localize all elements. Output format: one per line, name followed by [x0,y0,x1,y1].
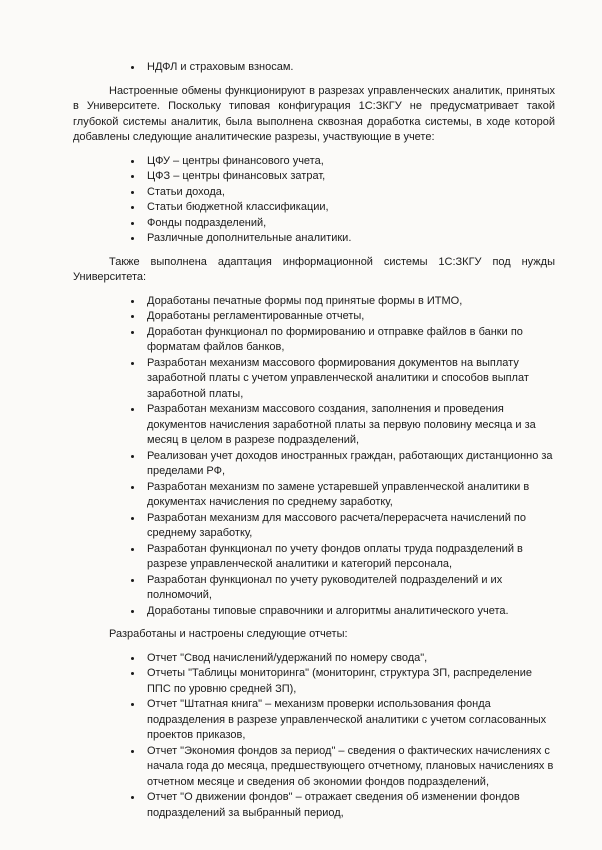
adaptation-list [73,294,555,620]
reports-list [73,651,555,822]
list-item: • Отчет "О движении фондов" – отражает сведения об изменении фондов подразделений за выбранный период, [143,790,555,821]
list-item: • Отчет "Свод начислений/удержаний по номеру свода", [143,651,555,667]
list-item: • Доработаны печатные формы под принятые формы в ИТМО, [143,294,555,310]
list-item: • Разработан функционал по учету фондов оплаты труда подразделений в разрезе управленческой аналитики и категорий персонала, [143,542,555,573]
list-item: • Доработан функционал по формированию и отправке файлов в банки по форматам файлов банков, [143,325,555,356]
list-item: • НДФЛ и страховым взносам. [143,60,555,76]
list-item: • Различные дополнительные аналитики. [143,231,555,247]
list-item: • Разработан функционал по учету руководителей подразделений и их полномочий, [143,573,555,604]
list-item: • Статьи дохода, [143,185,555,201]
list-item: • Разработан механизм для массового расчета/перерасчета начислений по среднему заработку, [143,511,555,542]
list-item: • Отчет "Штатная книга" – механизм проверки использования фонда подразделения в разрезе управленческой аналитики с учетом согласованных проектов приказов, [143,697,555,744]
list-item: • Разработан механизм по замене устаревшей управленческой аналитики в документах начисления по среднему заработку, [143,480,555,511]
list-item: • Отчет "Экономия фондов за период" – сведения о фактических начислениях с начала года до месяца, предшествующего отчетному, плановых начислениях в отчетном месяце и сведения об экономии фондов подразделений, [143,744,555,791]
list-item: • ЦФЗ – центры финансовых затрат, [143,169,555,185]
intro-list [73,60,555,76]
list-item: • Фонды подразделений, [143,216,555,232]
list-item: • ЦФУ – центры финансового учета, [143,154,555,170]
list-item: • Доработаны типовые справочники и алгоритмы аналитического учета. [143,604,555,620]
paragraph-adaptation: Также выполнена адаптация информационной системы 1С:ЗКГУ под нужды Университета: [73,255,555,283]
paragraph-exchanges: Настроенные обмены функционируют в разрезах управленческих аналитик, принятых в Университете. Поскольку типовая конфигурация 1С:ЗКГУ не предусматривает такой глубокой системы аналитик, была выполнена сквозная доработка системы, в ходе которой добавлены следующие аналитические разрезы, участвующие в учете: [73,84,555,143]
list-item: • Доработаны регламентированные отчеты, [143,309,555,325]
analytics-list [73,154,555,247]
list-item: • Разработан механизм массового формирования документов на выплату заработной платы с учетом управленческой аналитики и способов выплат заработной платы, [143,356,555,403]
list-item: • Статьи бюджетной классификации, [143,200,555,216]
list-item: • Реализован учет доходов иностранных граждан, работающих дистанционно за пределами РФ, [143,449,555,480]
paragraph-reports: Разработаны и настроены следующие отчеты: [109,628,348,640]
list-item: • Разработан механизм массового создания, заполнения и проведения документов начисления заработной платы за первую половину месяца и за месяц в целом в разрезе подразделений, [143,402,555,449]
list-item: • Отчеты "Таблицы мониторинга" (мониторинг, структура ЗП, распределение ППС по уровню средней ЗП), [143,666,555,697]
